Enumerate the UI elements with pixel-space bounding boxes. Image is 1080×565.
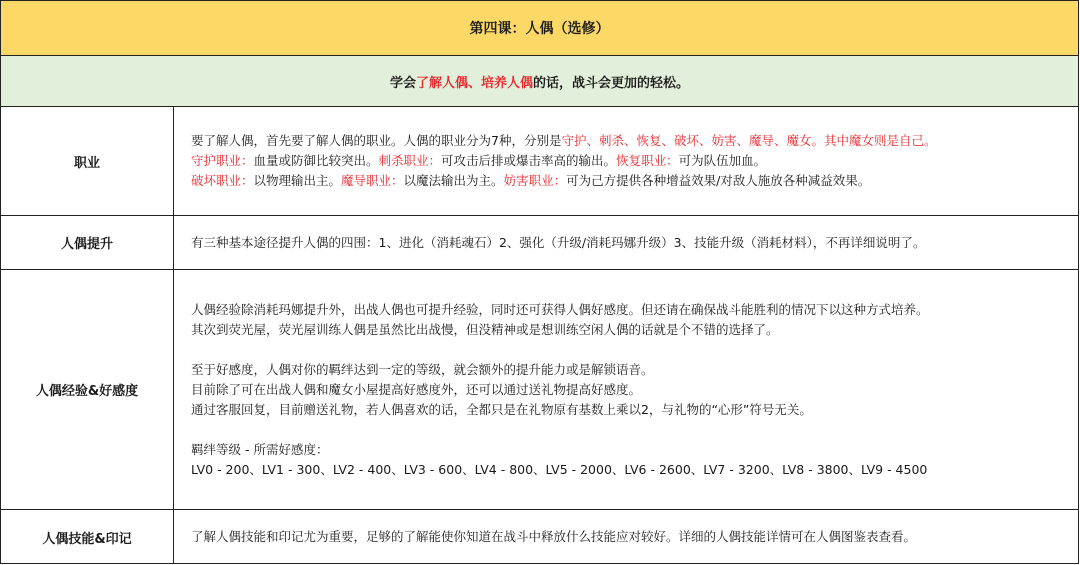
body-text: 以物理输出主。 (253, 173, 342, 188)
row-content (191, 510, 1072, 564)
row-profession (1, 107, 1078, 216)
body-text: 其次到荧光屋，荧光屋训练人偶是虽然比出战慢，但没精神或是想训练空闲人偶的话就是个不错的选择了。 (191, 321, 779, 337)
row-content (191, 107, 1072, 215)
row-label: 人偶技能&印记 (1, 510, 174, 564)
content-line (191, 527, 1072, 547)
highlight-text: 守护职业： (191, 153, 254, 168)
subtitle-highlight: 了解人偶、培养人偶 (415, 75, 533, 91)
content-line (191, 171, 1072, 191)
body-text: 血量或防御比较突出。 (253, 153, 379, 168)
spacer (191, 340, 1072, 360)
highlight-text: 破坏职业： (191, 173, 254, 188)
content-line (191, 233, 1072, 253)
highlight-text: 魔导职业： (341, 173, 404, 188)
row-label: 人偶经验&好感度 (1, 270, 174, 509)
row-exp-affection (1, 270, 1078, 510)
body-text: 至于好感度，人偶对你的羁绊达到一定的等级，就会额外的提升能力或是解锁语音。 (191, 361, 654, 377)
body-text: LV0 - 200、LV1 - 300、LV2 - 400、LV3 - 600、LV4 - 800、LV5 - 2000、LV6 - 2600、LV7 - 3200、LV8 - 3800、LV9 - 4500 (191, 461, 928, 477)
content-line (191, 300, 1072, 320)
content-line (191, 360, 1072, 380)
page-title: 第四课：人偶（选修） (1, 1, 1078, 56)
body-text: 了解人偶技能和印记尤为重要，足够的了解能使你知道在战斗中释放什么技能应对较好。详细的人偶技能详情可在人偶图鉴表查看。 (191, 529, 917, 544)
row-puppet-upgrade (1, 216, 1078, 270)
content-line (191, 380, 1072, 400)
body-text: 可为己方提供各种增益效果/对敌人施放各种减益效果。 (566, 173, 871, 188)
row-content (191, 216, 1072, 269)
body-text: 人偶经验除消耗玛娜提升外，出战人偶也可提升经验，同时还可获得人偶好感度。但还请在确保战斗能胜利的情况下以这种方式培养。 (191, 301, 929, 317)
body-text: 可为队伍加血。 (678, 153, 767, 168)
content-line (191, 131, 1072, 151)
body-text: 目前除了可在出战人偶和魔女小屋提高好感度外，还可以通过送礼物提高好感度。 (191, 381, 642, 397)
highlight-text: 刺杀职业： (378, 153, 442, 168)
highlight-text: 妨害职业： (503, 173, 567, 188)
body-text: 以魔法输出为主。 (403, 173, 504, 188)
body-text: 要了解人偶，首先要了解人偶的职业。人偶的职业分为7种，分别是 (191, 133, 562, 148)
content-line (191, 320, 1072, 340)
body-text: 羁绊等级 - 所需好感度： (191, 441, 329, 457)
subtitle-suffix: 的话，战斗会更加的轻松。 (533, 75, 690, 91)
row-label: 人偶提升 (1, 216, 174, 269)
body-text: 通过客服回复，目前赠送礼物，若人偶喜欢的话，全都只是在礼物原有基数上乘以2，与礼物的“心形”符号无关。 (191, 401, 812, 417)
content-line (191, 460, 1072, 480)
row-skills-marks (1, 510, 1078, 564)
row-content (191, 270, 1072, 509)
highlight-text: 守护、刺杀、恢复、破坏、妨害、魔导、魔女。其中魔女则是自己。 (561, 133, 937, 148)
content-line (191, 440, 1072, 460)
content-line (191, 151, 1072, 171)
subtitle-banner (1, 56, 1078, 107)
row-label: 职业 (1, 107, 174, 215)
body-text: 可攻击后排或爆击率高的输出。 (441, 153, 617, 168)
subtitle-prefix: 学会 (389, 75, 416, 91)
highlight-text: 恢复职业： (616, 153, 679, 168)
body-text: 有三种基本途径提升人偶的四围：1、进化（消耗魂石）2、强化（升级/消耗玛娜升级）3、技能升级（消耗材料），不再详细说明了。 (191, 234, 926, 250)
spacer (191, 420, 1072, 440)
content-line (191, 400, 1072, 420)
